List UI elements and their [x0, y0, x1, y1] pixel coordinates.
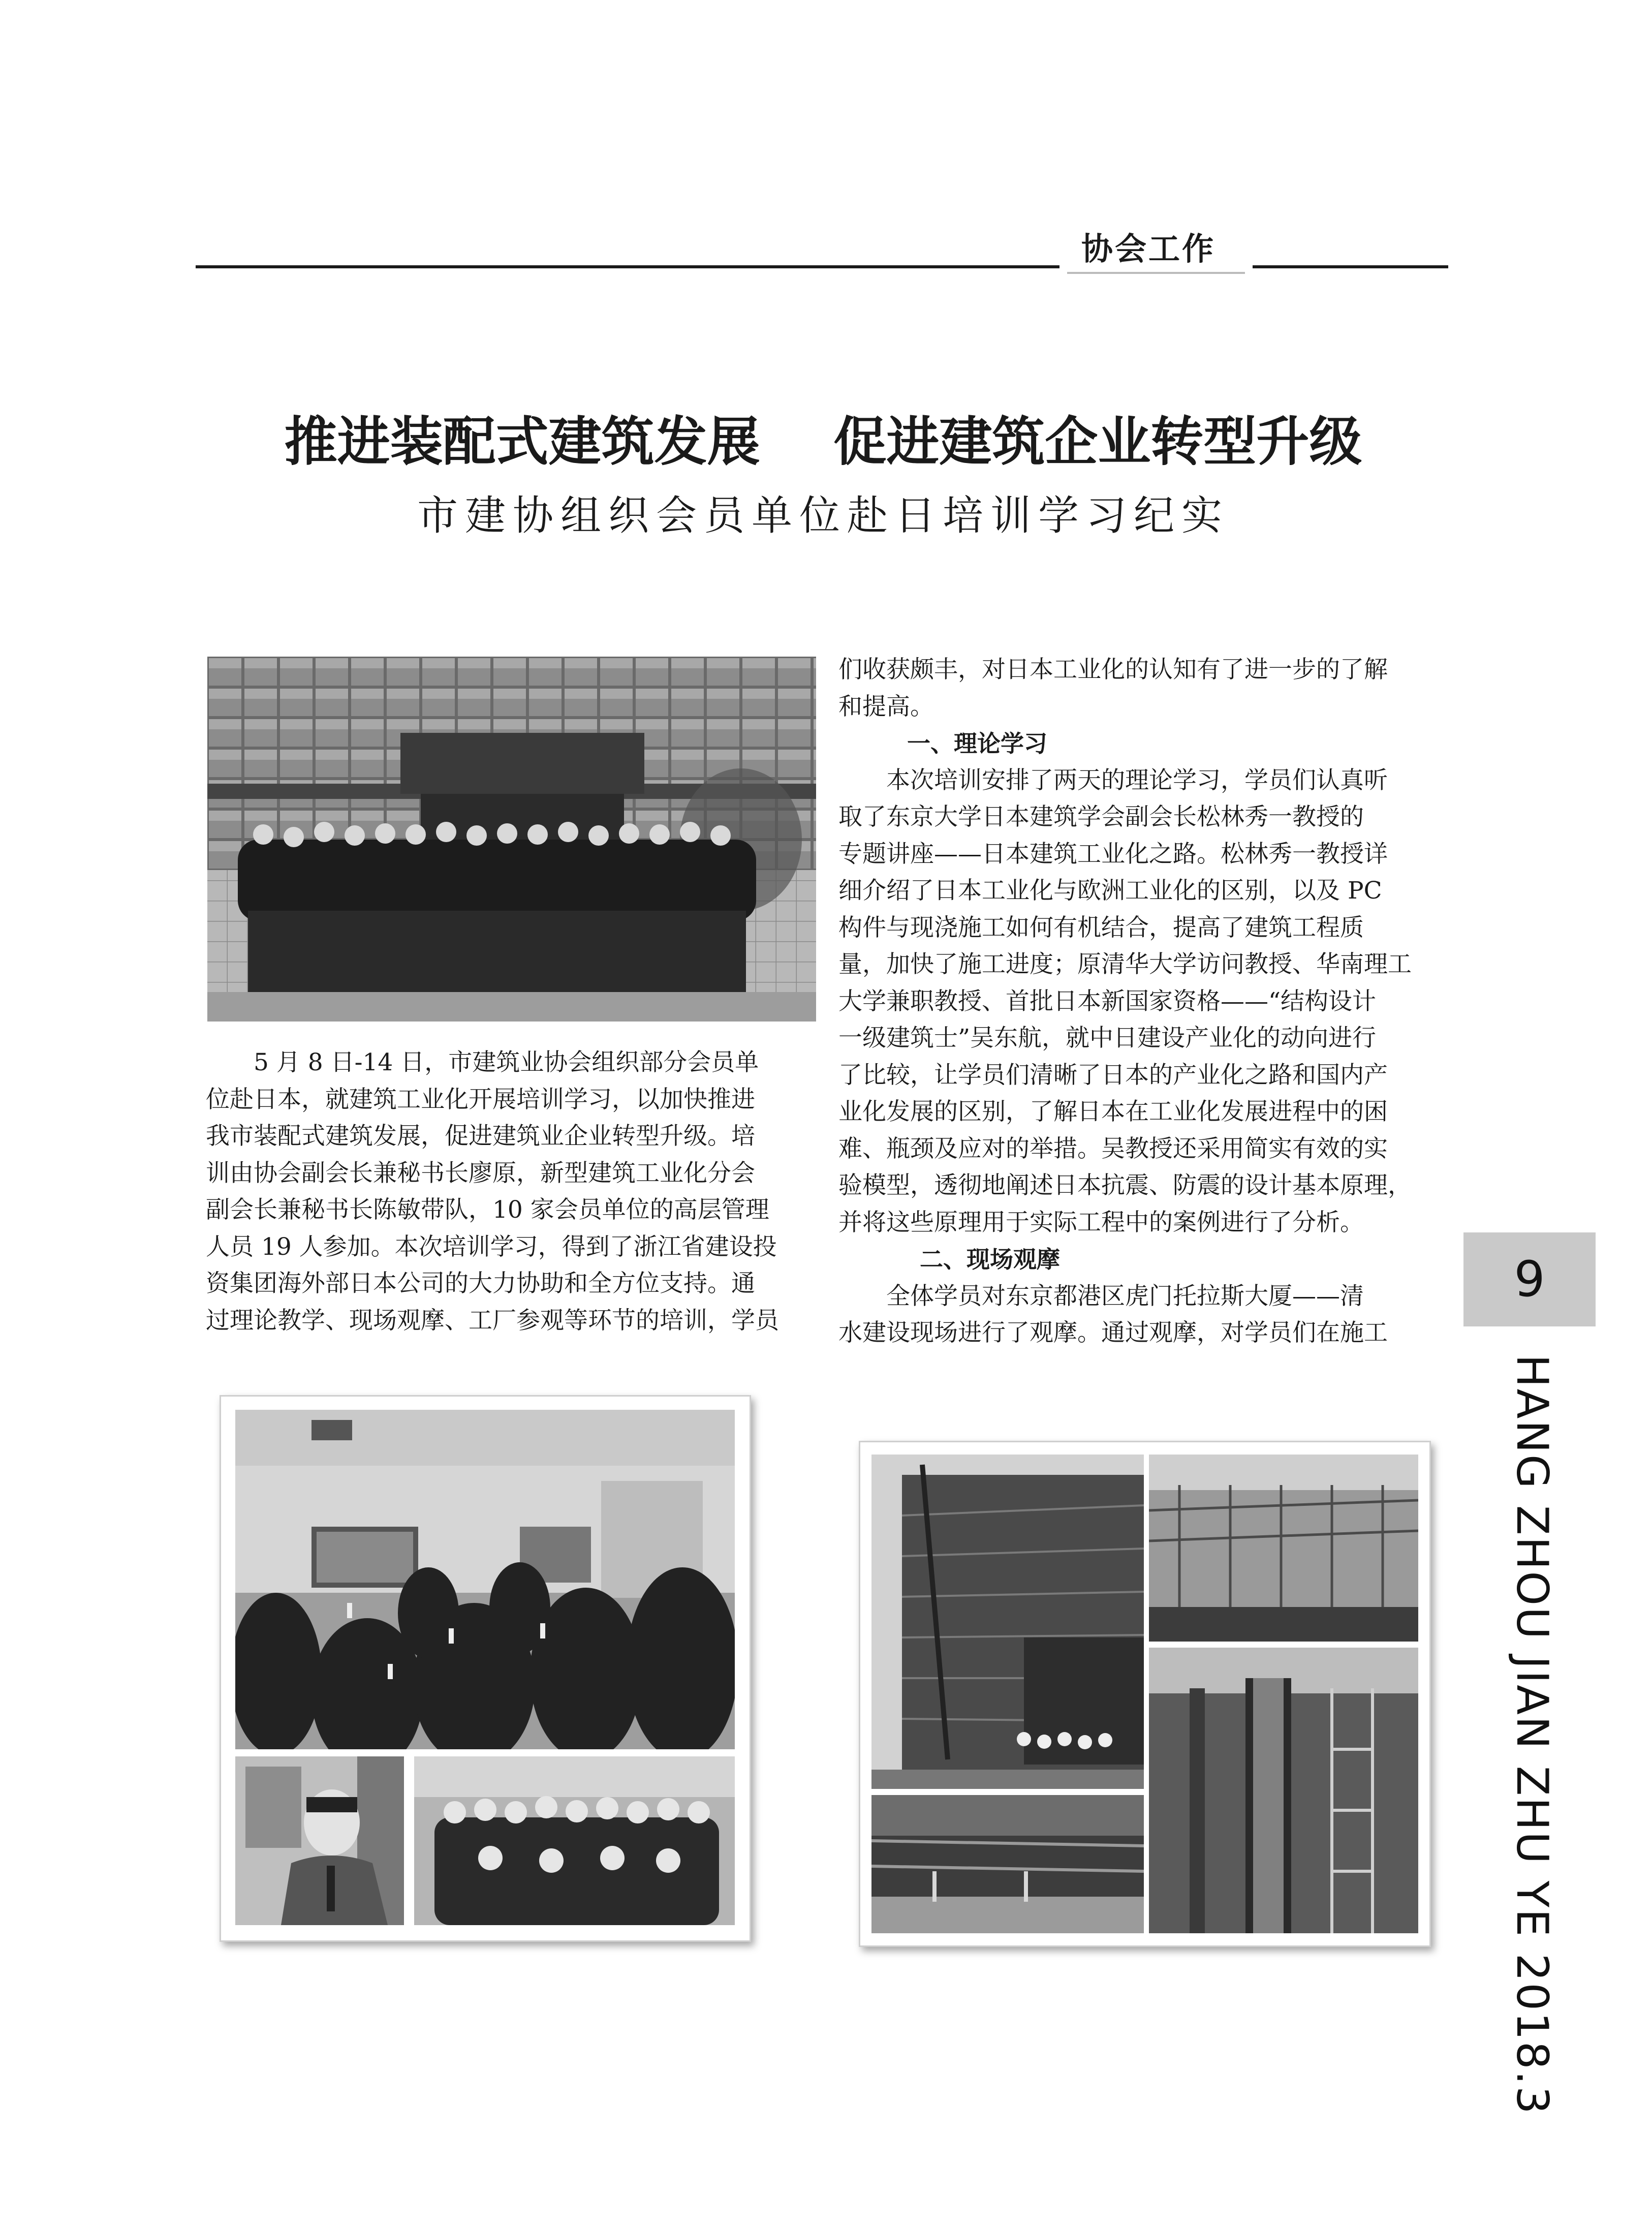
- paragraph-line: 训由协会副会长兼秘书长廖原，新型建筑工业化分会: [206, 1159, 755, 1187]
- right-column-text: [838, 652, 1448, 1352]
- steel-column-photo: [1149, 1648, 1418, 1933]
- journal-label-text: HANG ZHOU JIAN ZHU YE 2018.3: [1507, 1354, 1557, 2116]
- paragraph-line: 位赴日本，就建筑工业化开展培训学习，以加快推进: [206, 1085, 755, 1114]
- photo-collage-lecture: [220, 1395, 751, 1942]
- header-rule-right: [1253, 265, 1448, 268]
- paragraph-line: 并将这些原理用于实际工程中的案例进行了分析。: [838, 1208, 1364, 1236]
- paragraph-line: 本次培训安排了两天的理论学习，学员们认真听: [886, 766, 1388, 794]
- paragraph-line: 大学兼职教授、首批日本新国家资格——“结构设计: [838, 987, 1377, 1015]
- paragraph-line: 业化发展的区别，了解日本在工业化发展进程中的困: [838, 1098, 1388, 1126]
- facade-panels-photo: [1149, 1455, 1418, 1642]
- paragraph-line: 构件与现浇施工如何有机结合，提高了建筑工程质: [838, 913, 1364, 942]
- paragraph-line: 专题讲座——日本建筑工业化之路。松林秀一教授详: [838, 840, 1388, 868]
- article-title: 推进装配式建筑发展 促进建筑企业转型升级: [284, 411, 1362, 473]
- paragraph-line: 人员 19 人参加。本次培训学习，得到了浙江省建设投: [206, 1232, 777, 1261]
- section-heading-site-visit: 二、现场观摩: [920, 1246, 1060, 1273]
- header-rule-left: [196, 265, 1059, 268]
- paragraph-line: 5 月 8 日-14 日，市建筑业协会组织部分会员单: [254, 1048, 759, 1076]
- indoor-group-photo: [414, 1756, 735, 1925]
- paragraph-line: 验模型，透彻地阐述日本抗震、防震的设计基本原理，: [838, 1171, 1412, 1199]
- paragraph-line: 水建设现场进行了观摩。通过观摩，对学员们在施工: [838, 1319, 1388, 1347]
- paragraph-line: 取了东京大学日本建筑学会副会长松林秀一教授的: [838, 803, 1364, 831]
- lecture-room-photo: [235, 1410, 735, 1749]
- journal-vertical-label: [1471, 1354, 1588, 2116]
- paragraph-line: 过理论教学、现场观摩、工厂参观等环节的培训，学员: [206, 1306, 779, 1335]
- paragraph-line: 了比较，让学员们清晰了日本的产业化之路和国内产: [838, 1061, 1388, 1089]
- paragraph-line: 我市装配式建筑发展，促进建筑业企业转型升级。培: [206, 1122, 755, 1150]
- paragraph-line: 们收获颇丰，对日本工业化的认知有了进一步的了解: [838, 656, 1388, 684]
- section-label-underline: [1067, 272, 1245, 274]
- paragraph-line: 和提高。: [838, 692, 934, 721]
- paragraph-line: 副会长兼秘书长陈敏带队，10 家会员单位的高层管理: [206, 1196, 769, 1224]
- underground-floor-photo: [871, 1795, 1144, 1933]
- page-number-tab: 9: [1463, 1232, 1596, 1326]
- paragraph-line: 资集团海外部日本公司的大力协助和全方位支持。通: [206, 1270, 755, 1297]
- speaker-photo: [235, 1756, 404, 1925]
- paragraph-line: 细介绍了日本工业化与欧洲工业化的区别，以及 PC: [838, 877, 1382, 905]
- paragraph-line: 难、瓶颈及应对的举措。吴教授还采用简实有效的实: [838, 1134, 1388, 1163]
- section-heading-theory: 一、理论学习: [907, 730, 1047, 757]
- group-photo-building: [207, 657, 816, 1022]
- section-label: 协会工作: [1067, 224, 1230, 274]
- paragraph-line: 一级建筑士”吴东航，就中日建设产业化的动向进行: [838, 1024, 1377, 1052]
- photo-collage-construction: [859, 1441, 1431, 1947]
- paragraph-line: 量，加快了施工进度；原清华大学访问教授、华南理工: [838, 950, 1412, 978]
- article-subtitle: 市建协组织会员单位赴日培训学习纪实: [417, 492, 1229, 539]
- left-column-text: [206, 1044, 818, 1339]
- construction-building-photo: [871, 1455, 1144, 1789]
- paragraph-line: 全体学员对东京都港区虎门托拉斯大厦——清: [886, 1282, 1364, 1310]
